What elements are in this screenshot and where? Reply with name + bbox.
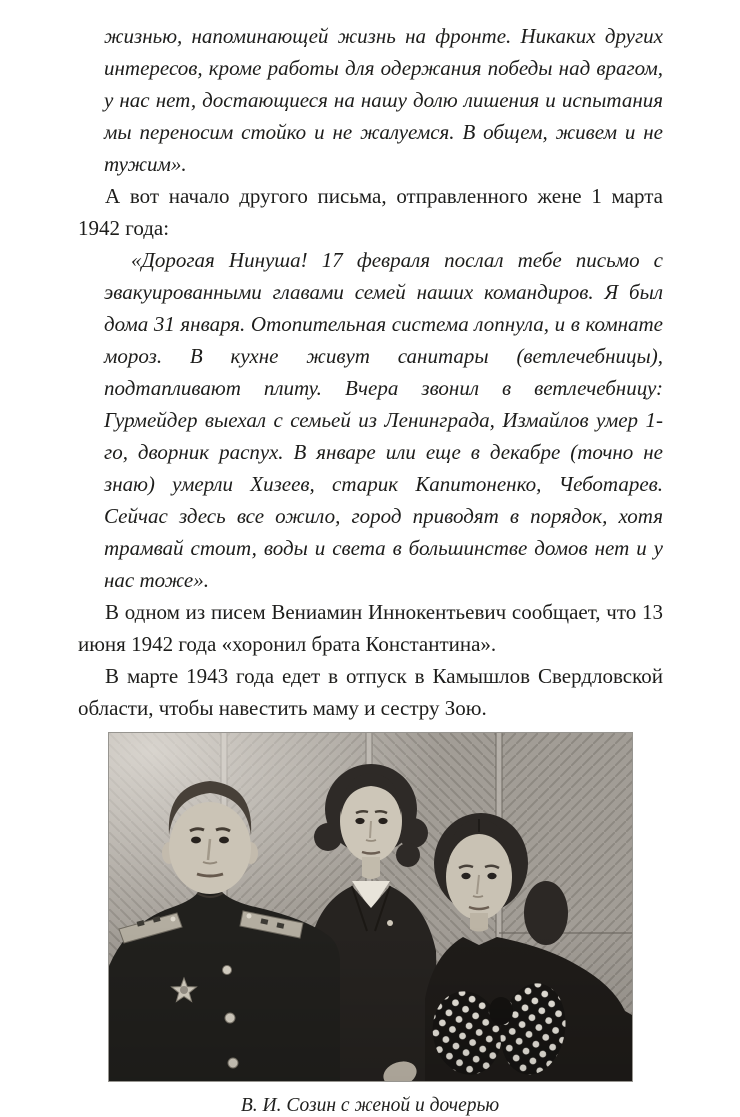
family-photo (108, 732, 633, 1082)
paragraph-quote-continuation: жизнью, напоминающей жизнь на фронте. Никаких других интересов, кроме работы для одержания победы над врагом, у нас нет, достающиеся на нашу долю лишения и испытания мы переносим стойко и не жалуемся. В общем, живем и не тужим». (104, 24, 663, 176)
paragraph-narrative-2: В одном из писем Вениамин Иннокентьевич сообщает, что 13 июня 1942 года «хоронил брата Константина». (78, 600, 663, 656)
paragraph-narrative-1: А вот начало другого письма, отправленного жене 1 марта 1942 года: (78, 184, 663, 240)
photo-caption: В. И. Созин с женой и дочерью (240, 1095, 500, 1116)
paragraph-letter-quote: «Дорогая Нинуша! 17 февраля послал тебе письмо с эвакуированными главами семей наших командиров. Я был дома 31 января. Отопительная система лопнула, и в комнате мороз. В кухне живут санитары (ветлечебницы), подтапливают плиту. Вчера звонил в ветлечебницу: Гурмейдер выехал с семьей из Ленинграда, Измайлов умер 1-го, дворник распух. В январе или еще в декабре (точно не знаю) умерли Хизеев, старик Капитоненко, Чеботарев. Сейчас здесь все ожило, город приводят в порядок, хотя трамвай стоит, воды и света в большинстве домов нет и у нас тоже». (104, 248, 663, 592)
photo-figure (108, 732, 633, 1117)
paragraph-narrative-3: В марте 1943 года едет в отпуск в Камышлов Свердловской области, чтобы навестить маму и сестру Зою. (78, 664, 663, 720)
photo-vignette (109, 733, 632, 1081)
